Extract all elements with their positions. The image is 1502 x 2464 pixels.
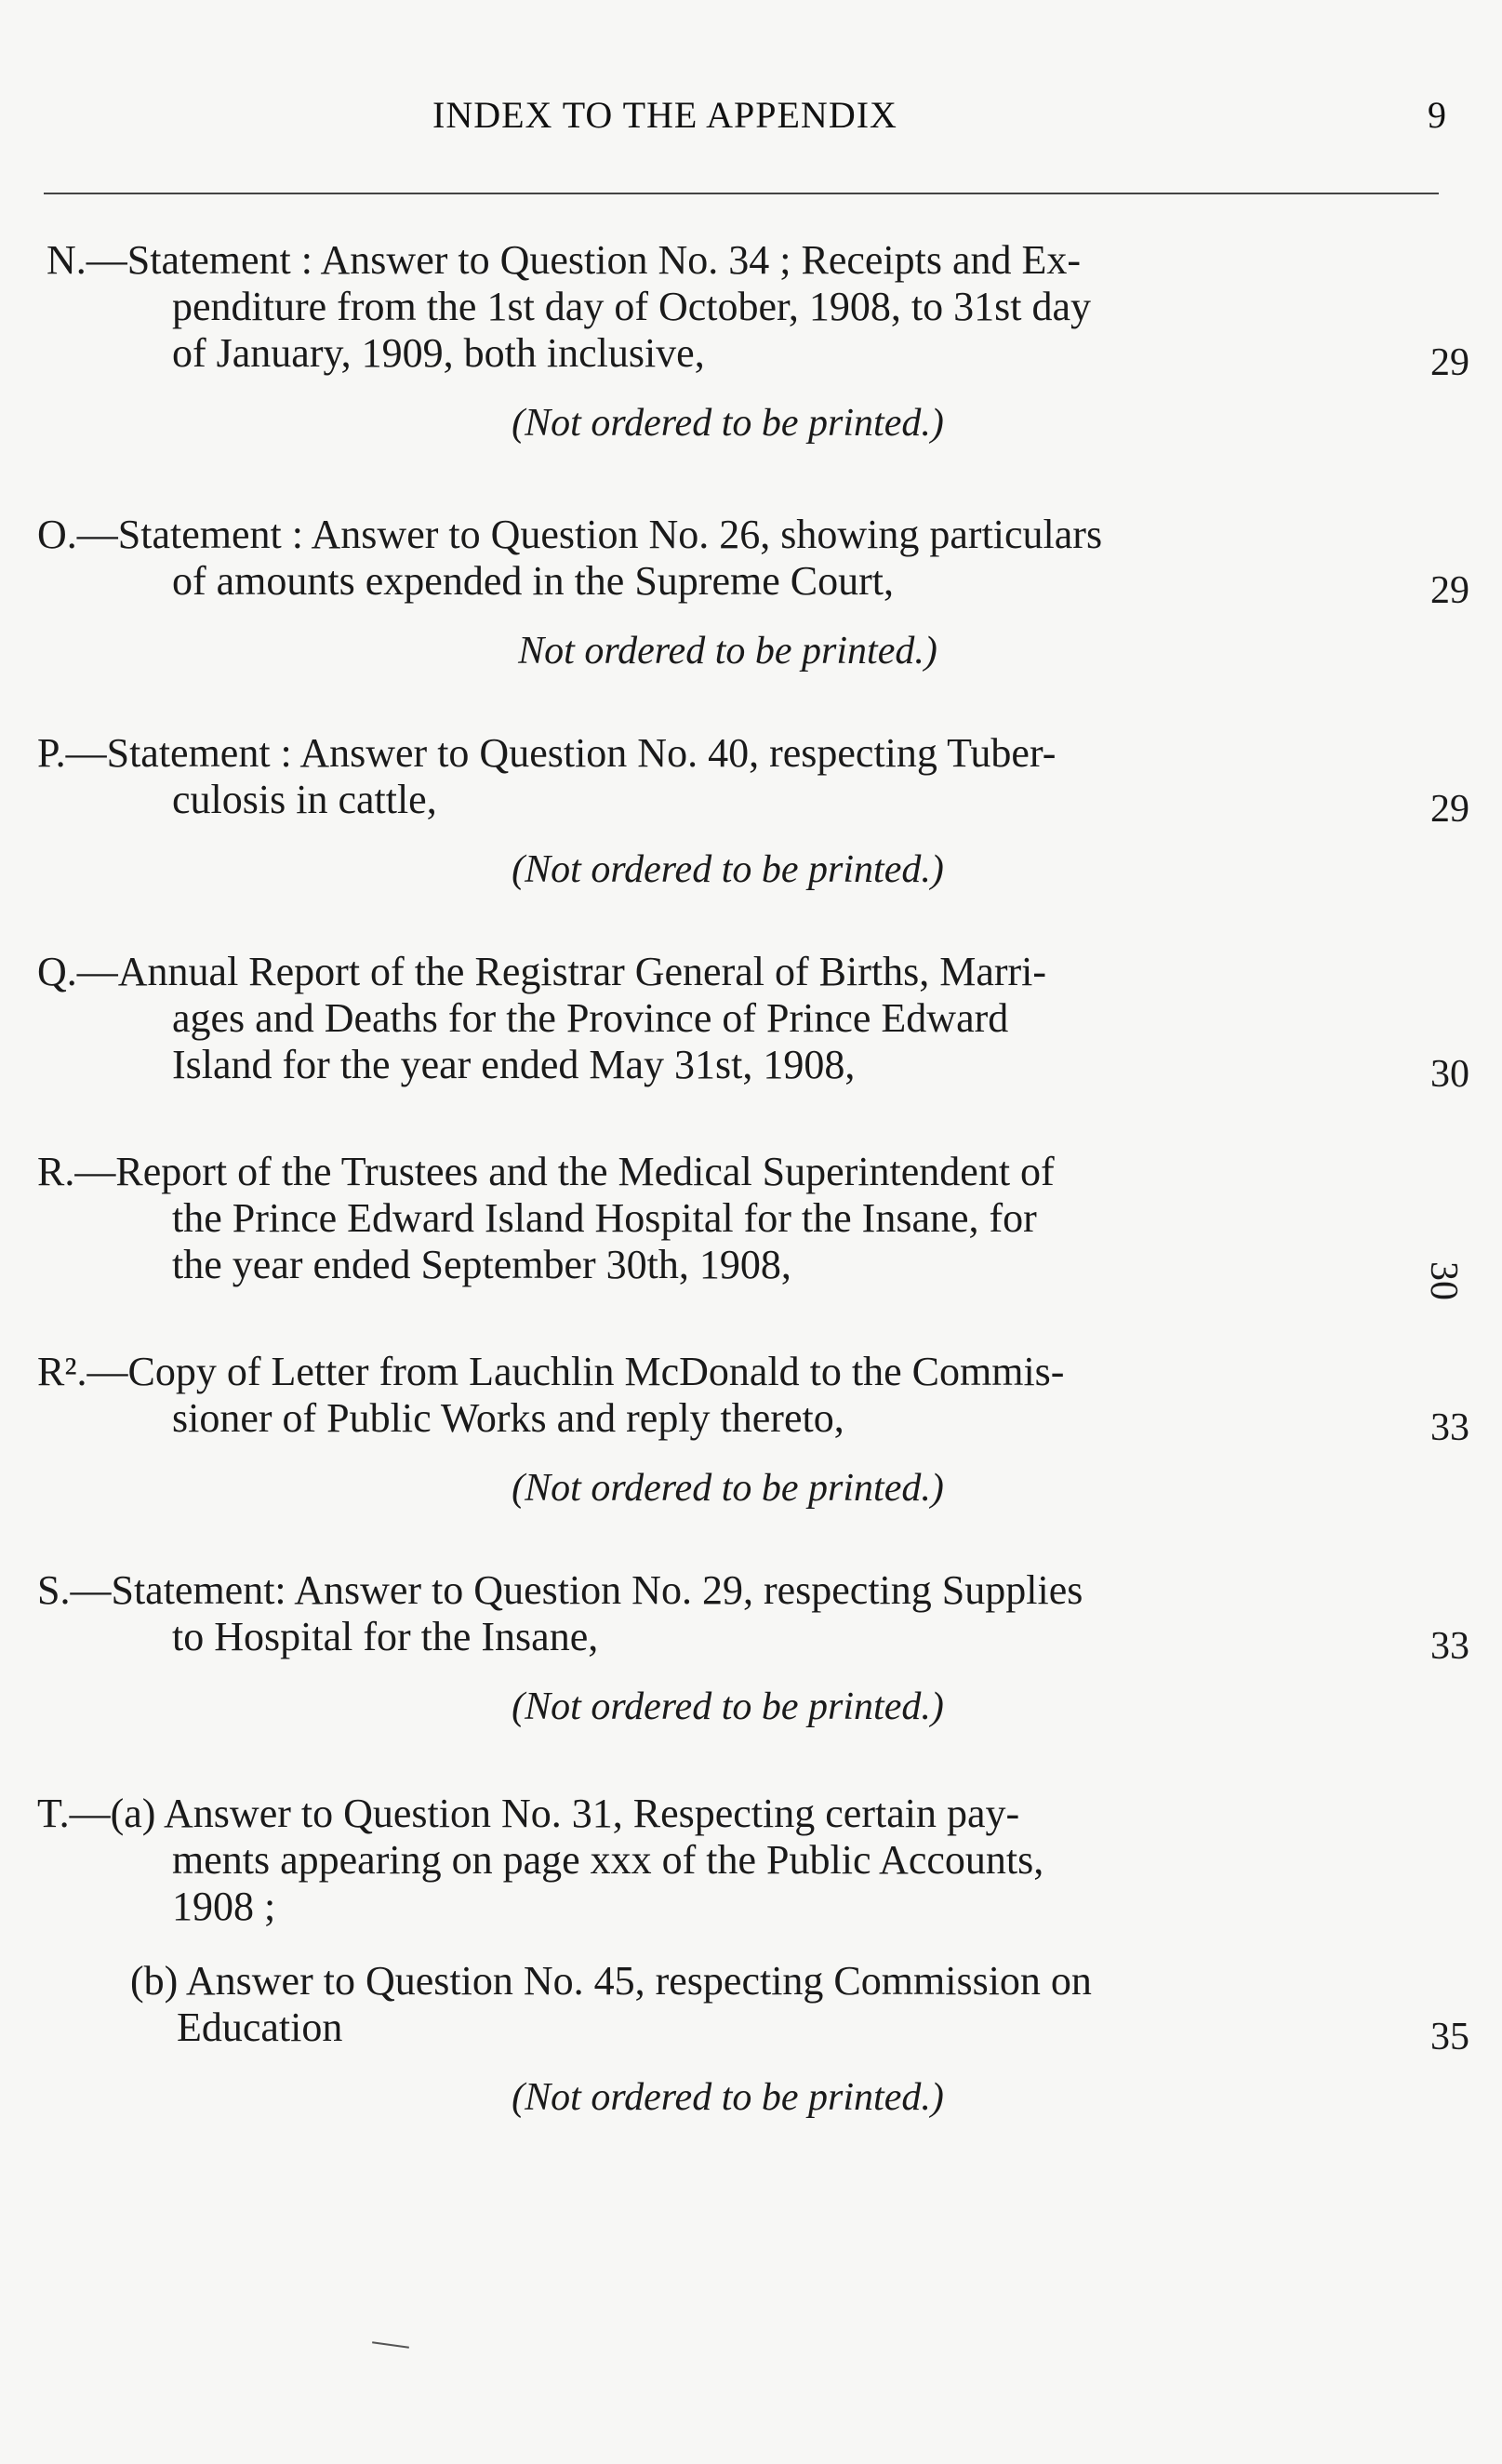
- entry-page-number: 30: [1422, 1261, 1465, 1300]
- entry-line: of amounts expended in the Supreme Court,: [172, 558, 894, 604]
- entry-line: R².—Copy of Letter from Lauchlin McDonald to the Commis-: [37, 1349, 1065, 1394]
- entry-page-number: 29: [1430, 569, 1469, 612]
- entry-line: ages and Deaths for the Province of Prince Edward: [172, 995, 1009, 1041]
- entry-page-number: 33: [1430, 1625, 1469, 1668]
- not-printed-note: (Not ordered to be printed.): [512, 2076, 944, 2119]
- entry-line: ments appearing on page xxx of the Public Accounts,: [172, 1837, 1044, 1883]
- not-printed-note: (Not ordered to be printed.): [512, 1467, 944, 1510]
- header-rule: [44, 193, 1439, 194]
- entry-line: S.—Statement: Answer to Question No. 29, respecting Supplies: [37, 1567, 1083, 1613]
- not-printed-note: (Not ordered to be printed.): [512, 1685, 944, 1728]
- entry-line: of January, 1909, both inclusive,: [172, 330, 705, 376]
- entry-line: O.—Statement : Answer to Question No. 26, showing particulars: [37, 512, 1103, 557]
- entry-page-number: 29: [1430, 788, 1469, 831]
- entry-line: P.—Statement : Answer to Question No. 40, respecting Tuber-: [37, 730, 1057, 776]
- running-head: [0, 93, 1502, 149]
- not-printed-note: (Not ordered to be printed.): [512, 402, 944, 445]
- entry-line: Education: [177, 2004, 343, 2050]
- entry-line: R.—Report of the Trustees and the Medical Superintendent of: [37, 1149, 1055, 1194]
- entry-line: T.—(a) Answer to Question No. 31, Respecting certain pay-: [37, 1791, 1020, 1836]
- entry-line: Island for the year ended May 31st, 1908,: [172, 1042, 856, 1087]
- entry-line: (b) Answer to Question No. 45, respecting Commission on: [130, 1958, 1092, 2004]
- entry-line: the year ended September 30th, 1908,: [172, 1242, 791, 1287]
- not-printed-note: Not ordered to be printed.): [518, 630, 937, 673]
- entry-page-number: 29: [1430, 341, 1469, 384]
- entry-line: Q.—Annual Report of the Registrar General of Births, Marri-: [37, 949, 1047, 994]
- entry-line: 1908 ;: [172, 1884, 276, 1929]
- entry-line: sioner of Public Works and reply thereto,: [172, 1395, 844, 1441]
- entry-line: culosis in cattle,: [172, 777, 437, 822]
- page-title: INDEX TO THE APPENDIX: [432, 94, 897, 136]
- page-number: 9: [1428, 94, 1446, 136]
- entry-page-number: 33: [1430, 1406, 1469, 1449]
- entry-line: penditure from the 1st day of October, 1908, to 31st day: [172, 284, 1092, 329]
- entry-line: the Prince Edward Island Hospital for the Insane, for: [172, 1195, 1037, 1241]
- not-printed-note: (Not ordered to be printed.): [512, 848, 944, 891]
- entry-line: to Hospital for the Insane,: [172, 1614, 599, 1659]
- entry-page-number: 30: [1430, 1053, 1469, 1096]
- entry-page-number: 35: [1430, 2016, 1469, 2058]
- entry-line: N.—Statement : Answer to Question No. 34 ; Receipts and Ex-: [47, 237, 1082, 283]
- stray-mark: [372, 2341, 409, 2349]
